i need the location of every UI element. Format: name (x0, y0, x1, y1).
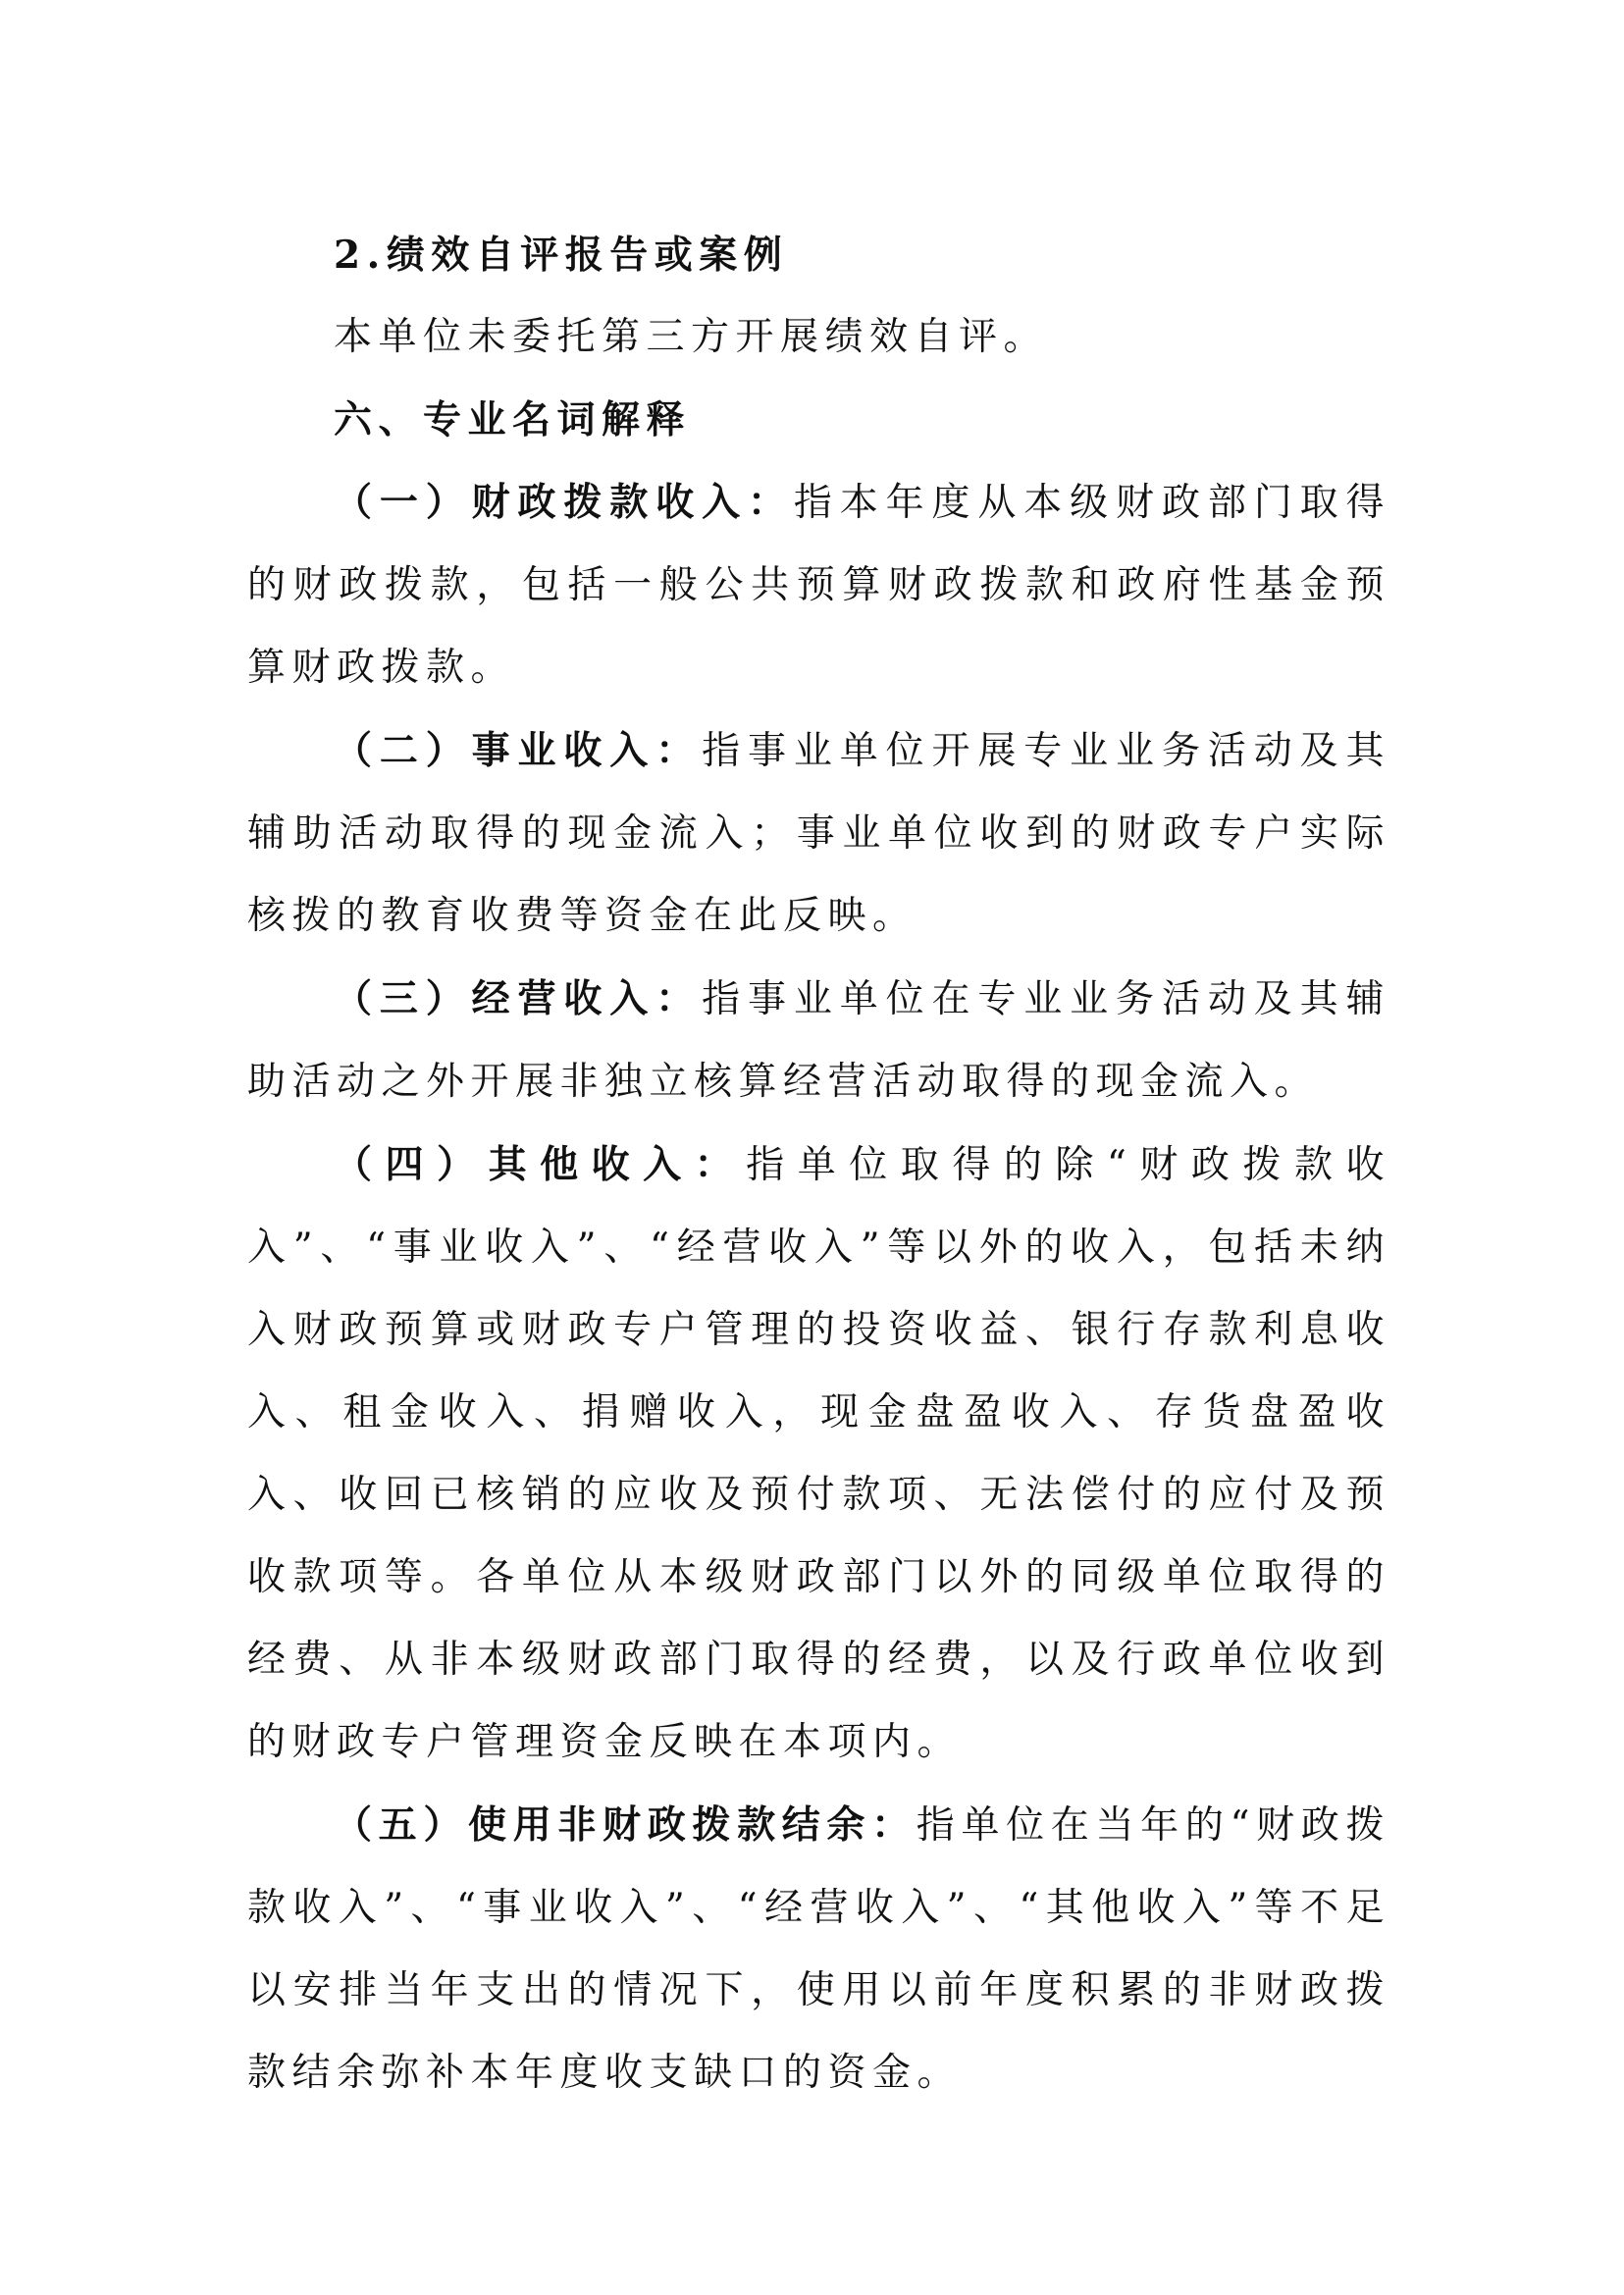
definition-text: 指单位在当年的“财政拨款收入”、“事业收入”、“经营收入”、“其他收入”等不足以安排当年支出的情况下，使用以前年度积累的非财政拨款结余弥补本年度收支缺口的资金。 (247, 1803, 1390, 2095)
definition-text: 指单位取得的除“财政拨款收入”、“事业收入”、“经营收入”等以外的收入，包括未纳入财政预算或财政专户管理的投资收益、银行存款利息收入、租金收入、捐赠收入，现金盘盈收入、存货盘盈收入、收回已核销的应收及预付款项、无法偿付的应付及预收款项等。各单位从本级财政部门以外的同级单位取得的经费、从非本级财政部门取得的经费，以及行政单位收到的财政专户管理资金反映在本项内。 (247, 1143, 1390, 1764)
definition-other-income (247, 1123, 1390, 1784)
definition-operating-income (247, 958, 1390, 1123)
definition-text: 指事业单位在专业业务活动及其辅助活动之外开展非独立核算经营活动取得的现金流入。 (247, 977, 1390, 1104)
definition-term: （五）使用非财政拨款结余： (334, 1802, 917, 1848)
definition-business-income (247, 709, 1390, 958)
section-body-performance-report: 本单位未委托第三方开展绩效自评。 (334, 315, 1049, 359)
definition-term: （四）其他收入： (334, 1142, 747, 1187)
definition-fiscal-appropriation-income (247, 461, 1390, 709)
definition-non-fiscal-balance-usage (247, 1784, 1390, 2114)
definition-term: （三）经营收入： (334, 976, 703, 1021)
section-heading-performance-report: 2.绩效自评报告或案例 (334, 233, 789, 278)
document-page (247, 214, 1390, 2114)
definition-text: 指事业单位开展专业业务活动及其辅助活动取得的现金流入；事业单位收到的财政专户实际核拨的教育收费等资金在此反映。 (247, 729, 1390, 938)
section-heading-glossary: 六、专业名词解释 (334, 397, 692, 443)
definition-text: 指本年度从本级财政部门取得的财政拨款，包括一般公共预算财政拨款和政府性基金预算财政拨款。 (247, 481, 1390, 690)
definition-term: （二）事业收入： (334, 728, 703, 773)
definition-term: （一）财政拨款收入： (334, 480, 794, 525)
